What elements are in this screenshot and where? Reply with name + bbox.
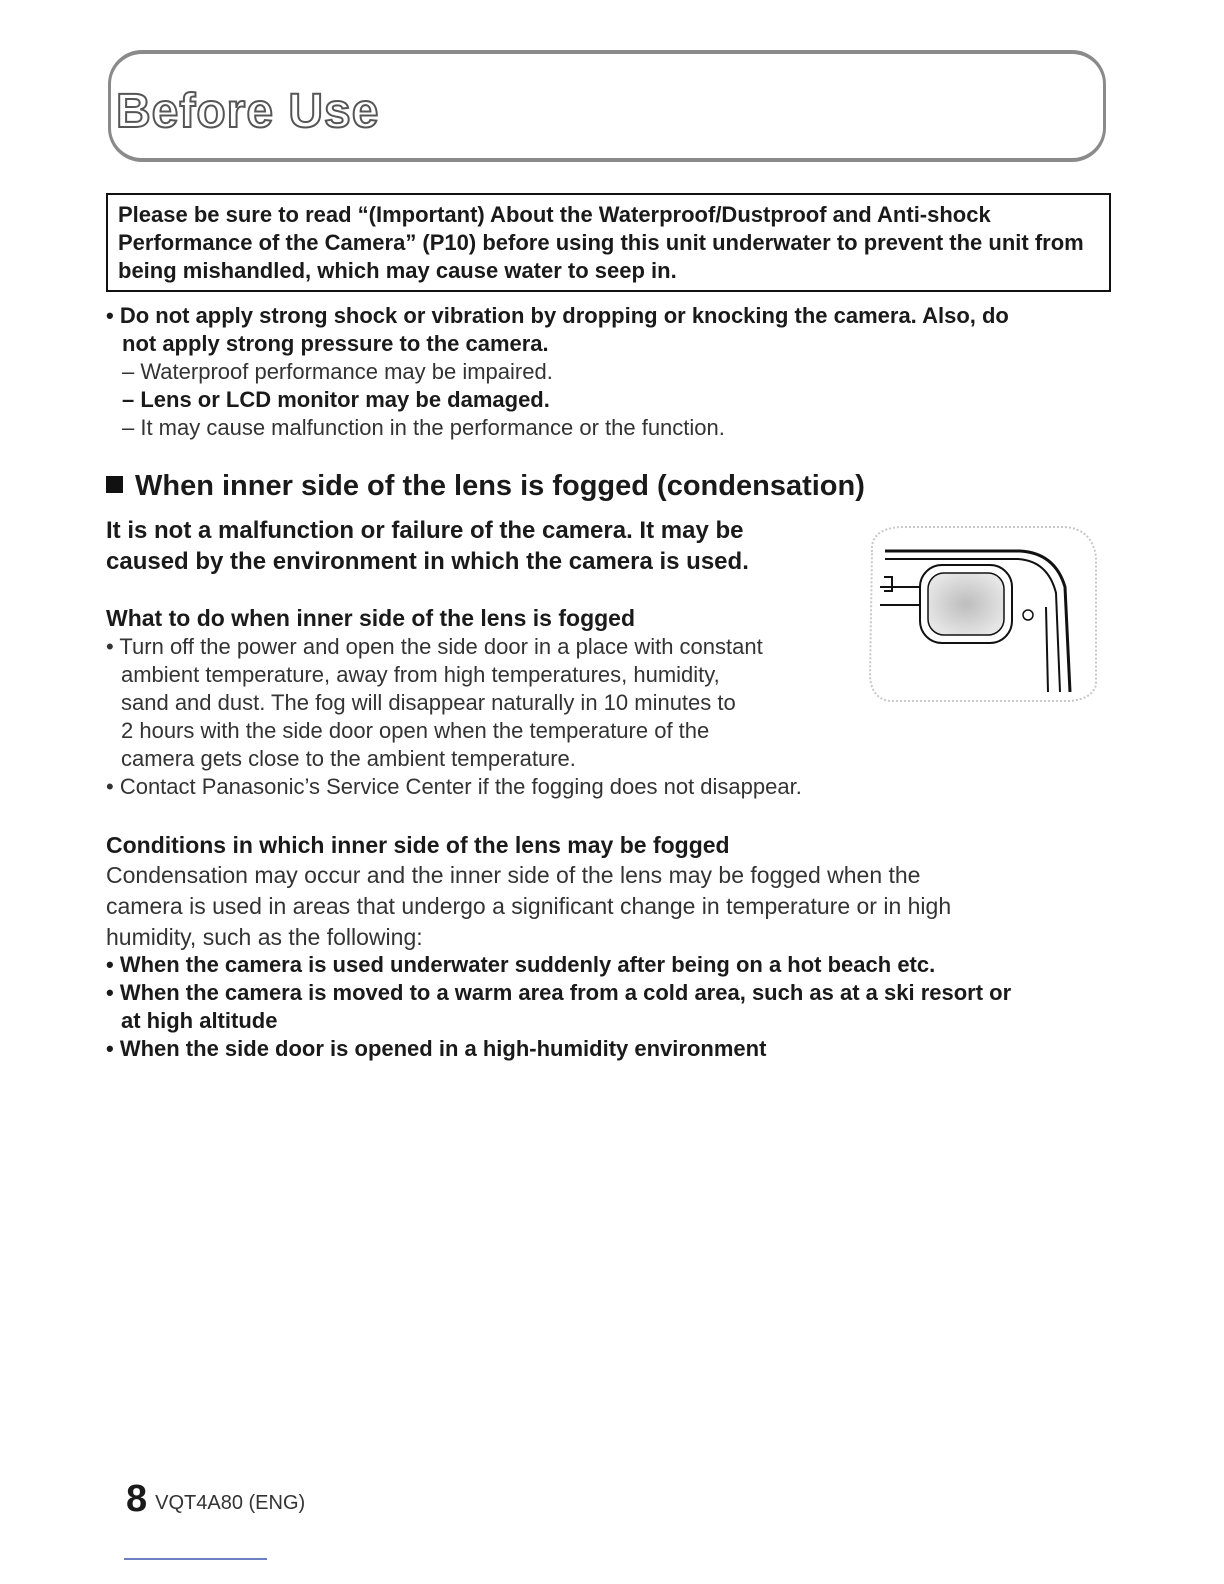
shock-sub-item-2: – Lens or LCD monitor may be damaged. <box>122 387 550 412</box>
conditions-para-line1: Condensation may occur and the inner side of the lens may be fogged when the <box>106 862 921 888</box>
shock-sub-item-1: – Waterproof performance may be impaired. <box>122 359 553 384</box>
what-to-do-heading: What to do when inner side of the lens is fogged <box>106 605 636 631</box>
conditions-para-line2: camera is used in areas that undergo a significant change in temperature or in high <box>106 893 952 919</box>
todo-item-1-line3: sand and dust. The fog will disappear naturally in 10 minutes to <box>121 690 736 715</box>
lead-line-2: caused by the environment in which the camera is used. <box>106 548 749 575</box>
todo-item-1-line5: camera gets close to the ambient temperature. <box>121 746 576 771</box>
important-notice-text: Please be sure to read “(Important) About the Waterproof/Dustproof and Anti-shock Performance of the Camera” (P10) before using this unit underwater to prevent the unit from being mishandled, which may cause water to seep in. <box>118 202 1084 283</box>
conditions-paragraph <box>106 860 1106 953</box>
important-notice-box <box>106 193 1111 292</box>
condition-item-3: • When the side door is opened in a high-humidity environment <box>106 1036 767 1061</box>
conditions-heading: Conditions in which inner side of the lens may be fogged <box>106 832 730 858</box>
page-title: Before Use <box>116 85 380 138</box>
shock-warning-list <box>106 302 1116 442</box>
conditions-list <box>106 951 1116 1063</box>
shock-bullet-line1: • Do not apply strong shock or vibration by dropping or knocking the camera. Also, do <box>106 303 1009 328</box>
todo-item-1-line4: 2 hours with the side door open when the temperature of the <box>121 718 710 743</box>
condition-item-2-line1: • When the camera is moved to a warm area from a cold area, such as at a ski resort or <box>106 980 1012 1005</box>
condensation-heading-text: When inner side of the lens is fogged (condensation) <box>135 470 865 502</box>
lead-line-1: It is not a malfunction or failure of the camera. It may be <box>106 517 744 544</box>
condensation-lead <box>106 515 846 577</box>
document-code: VQT4A80 (ENG) <box>155 1492 306 1514</box>
todo-item-1-line2: ambient temperature, away from high temperatures, humidity, <box>121 662 720 687</box>
conditions-para-line3: humidity, such as the following: <box>106 924 423 950</box>
page-footer <box>126 1478 305 1521</box>
shock-bullet-line2: not apply strong pressure to the camera. <box>122 331 549 356</box>
what-to-do-list <box>106 633 886 801</box>
shock-sub-item-3: – It may cause malfunction in the performance or the function. <box>122 415 725 440</box>
footer-rule <box>124 1558 267 1560</box>
todo-item-2: • Contact Panasonic’s Service Center if the fogging does not disappear. <box>106 774 802 799</box>
condensation-section-heading <box>106 470 865 503</box>
square-bullet-icon <box>106 476 123 493</box>
todo-item-1-line1: • Turn off the power and open the side door in a place with constant <box>106 634 763 659</box>
fogged-lens-illustration <box>860 517 1100 717</box>
condition-item-1: • When the camera is used underwater suddenly after being on a hot beach etc. <box>106 952 936 977</box>
condition-item-2-line2: at high altitude <box>121 1008 278 1033</box>
page-number: 8 <box>126 1478 148 1520</box>
